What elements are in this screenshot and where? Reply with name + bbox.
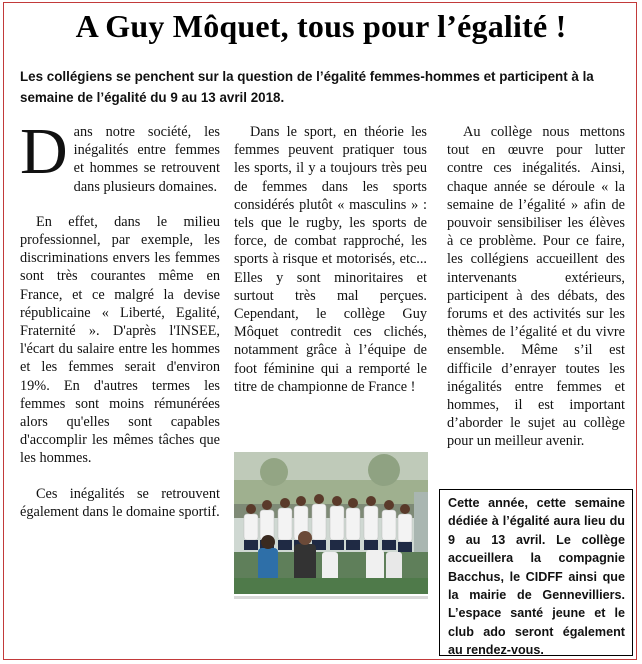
info-box-text: Cette année, cette semaine dédiée à l’égalité aura lieu du 9 au 13 avril. Le collège accueillera la compagnie Bacchus, le CIDFF ainsi que la mairie de Gennevilliers. L’espace santé jeune et le club ado seront également au rendez-vous. bbox=[448, 496, 625, 658]
column-3 bbox=[447, 123, 625, 468]
drop-cap: D bbox=[20, 115, 68, 188]
column-1 bbox=[20, 115, 220, 538]
article-title: A Guy Môquet, tous pour l’égalité ! bbox=[75, 8, 567, 44]
paragraph: Au collège nous mettons tout en œuvre pour lutter contre ces inégalités. Ainsi, chaque année se déroule « la semaine de l’égalité » afin de pouvoir sensibiliser les élèves à ce problème. Pour ce faire, les collégiens accueillent des intervenants extérieurs, participent à des débats, des forums et des activités sur les thèmes de l’égalité et du vivre ensemble. Même s’il est difficile d’enrayer toutes les inégalités entre femmes et hommes, il est important d’aborder le sujet au collège pour un meilleur avenir. bbox=[447, 124, 625, 450]
column-2 bbox=[234, 123, 427, 413]
info-box bbox=[439, 489, 633, 656]
paragraph: En effet, dans le milieu professionnel, par exemple, les discriminations envers les femmes sont très courantes même en France, et ce malgré la devise républicaine « Liberté, Egalité, Fraternité ». D'après l'INSEE, l'écart du salaire entre les hommes et les femmes serait d'environ 19%. En d'autres termes les femmes sont moins rémunérées alors qu'elles sont capables d'accomplir les mêmes tâches que les hommes. bbox=[20, 213, 220, 467]
paragraph: Ces inégalités se retrouvent également dans le domaine sportif. bbox=[20, 485, 220, 520]
paragraph-text: ans notre société, les inégalités entre femmes et hommes se retrouvent dans plusieurs domaines. bbox=[73, 124, 220, 195]
team-photo bbox=[234, 452, 428, 606]
paragraph bbox=[20, 115, 220, 196]
article-subtitle: Les collégiens se penchent sur la question de l’égalité femmes-hommes et participent à la semaine de l’égalité du 9 au 13 avril 2018. bbox=[20, 69, 594, 105]
paragraph: Dans le sport, en théorie les femmes peuvent pratiquer tous les sports, il y a toujours très peu de femmes dans les sports considérés plutôt « masculins » : tels que le rugby, les sports de force, de combat rapproché, les sports à risque et motorisés, etc... Elles y sont minoritaires et surtout très mal perçues. Cependant, le collège Guy Môquet contredit ces clichés, notamment grâce à l’équipe de foot féminine qui a remporté le titre de championne de France ! bbox=[234, 124, 427, 395]
team-photo-image bbox=[234, 452, 428, 606]
